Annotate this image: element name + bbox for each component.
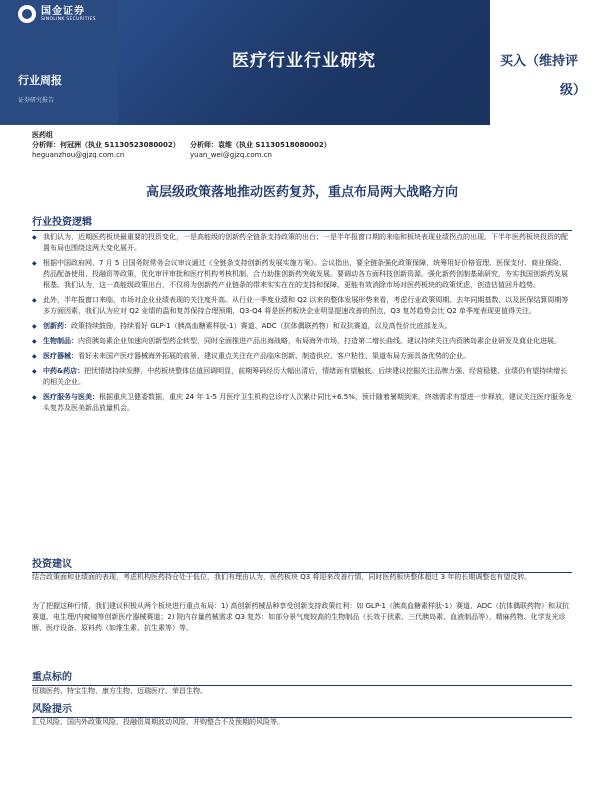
rating-panel [490, 0, 600, 125]
section-heading-targets: 重点标的 [32, 668, 72, 683]
list-item: ◆ 中药&药店：把忧情绪持续发酵，中药板块整体估值回调明显，前期筹码经历大幅出清后，情绪面有望触底。后续建议挖掘关注品牌力强、经营稳健、业绩仍有望持续增长的相关企业。 [32, 366, 572, 388]
list-item: ◆ 我们认为，近期医药板块最重要的投资变化，一是高能级的创新药全链条支持政策的出台；一是半年报窗口期的来临和板块表现业绩拐点的出现。下半年医药板块投资的配置布局也围绕这两大变化展开。 [32, 232, 572, 254]
list-item: ◆ 根据中国政府网，7 月 5 日国务院常务会议审议通过《全链条支持创新药发展实施方案》。会议指出，要全链条强化政策保障，统筹用好价格管理、医保支付、商业保险、药品配备使用、投融资等政策，优化审评审批和医疗机构考核机制，合力助推创新药突破发展。要调动各方面科技创新资源，强化新药创制基础研究，夯实我国创新药发展根基。我们认为，这一高能级政策出台，不仅将为创新药产业链条的带来实实在在的支持和保障，更能有效消除市场对医药板块的政策忧虑，创造估值回升趋势。 [32, 258, 572, 291]
rating-line2: 级） [559, 83, 586, 98]
section-heading-logic: 行业投资逻辑 [32, 213, 92, 228]
advice-paragraph-1: 结合政策面和业绩面的表现，考虑机构医药持仓处于低位，我们有理由认为，医药板块 Q3 将迎来改善行情，同时医药板块整体超过 3 年的长期调整也有望反转。 [32, 573, 532, 581]
analyst-1: 分析师：何冠洲（执业 S1130523080002） [32, 141, 180, 149]
analyst-2: 分析师：袁维（执业 S1130518080002） [190, 141, 331, 149]
risk-text: 汇兑风险、国内外政策风险、投融资周期波动风险、并购整合不及预期的风险等。 [32, 718, 284, 726]
section-heading-advice: 投资建议 [32, 555, 72, 570]
rating [490, 47, 600, 105]
analyst-block [32, 130, 572, 160]
analyst-group: 医药组 [32, 131, 53, 139]
list-item: ◆ 此外，半年报窗口来临，市场对企业业绩表现的关注度升高。从行业一季度业绩和 Q2 以来的整体发展形势来看，考虑行业政策周期、去年同期基数、以及医保结算周期等多方面因素，我们认为应对 Q2 业绩的温和复苏保持合理预期，Q3-Q4 将是医药板块企业明显提速改善的拐点，Q3 复苏趋势会比 Q2 单季度表现更值得关注。 [32, 295, 572, 317]
analyst-2-email: yuan_wei@gjzq.com.cn [190, 151, 272, 159]
list-item: ◆ 医疗器械：看好未来国产医疗器械海外拓展的前景，建议重点关注在产品临床创新、制造供应、客户粘性、渠道布局方面具备优势的企业。 [32, 351, 572, 362]
logo-icon [18, 5, 36, 23]
report-title: 高层级政策落地推动医药复苏，重点布局两大战略方向 [145, 185, 458, 200]
banner-left-panel [0, 0, 118, 125]
section-heading-risk: 风险提示 [32, 700, 72, 715]
report-type: 行业周报 [18, 74, 62, 87]
list-item: ◆ 医疗服务与医美：根据重庆卫健委数据，重庆 24 年 1-5 月医疗卫生机构总诊疗人次累计同比+6.5%，预计随着暑期到来，终端需求有望进一步释放，建议关注医疗服务龙头复苏及医美新品放量机会。 [32, 392, 572, 414]
advice-paragraph-2: 为了把握这种行情，我们建议积极从两个板块进行重点布局：1) 高创新药械品种享受创新支持政策红利：如 GLP-1（胰高血糖素样肽-1）赛道、ADC（抗体偶联药物）和双抗赛道、电生理/内窥镜等创新医疗器械赛道；2) 院内存量药械需求 Q3 复苏：如部分景气度较高的生物制品（长效干扰素、三代胰岛素、血液制品等）、精麻药物、化学发光诊断、医疗设备、原料药（如维生素、抗生素等）等。 [32, 602, 570, 632]
brand-logo [18, 5, 96, 23]
list-item: ◆ 创新药：政策持续鼓励，持续看好 GLP-1（胰高血糖素样肽-1）赛道、ADC（抗体偶联药物）和双抗赛道，以及高性价比底部龙头。 [32, 321, 572, 332]
brand-name-cn: 国金证券 [41, 5, 85, 17]
list-item: ◆ 生物制品：内资胰岛素企业加速向创新型药企转型，同时全面推进产品出海战略，布局海外市场，打造第二增长曲线。建议持续关注内资胰岛素企业研发及商业化进展。 [32, 336, 572, 347]
logic-bullet-list [32, 232, 572, 418]
industry-title: 医疗行业行业研究 [232, 51, 376, 71]
rating-line1: 买入（维持评 [500, 54, 579, 69]
header-banner [0, 0, 600, 125]
banner-title-panel [118, 0, 490, 125]
brand-name-en: SINOLINK SECURITIES [41, 16, 96, 22]
targets-text: 恒瑞医药、特宝生物、康方生物、迈瑞医疗、荣昌生物。 [32, 687, 207, 695]
analyst-1-email: heguanzhou@gjzq.com.cn [32, 151, 125, 159]
report-subtype: 证券研究报告 [18, 97, 55, 104]
